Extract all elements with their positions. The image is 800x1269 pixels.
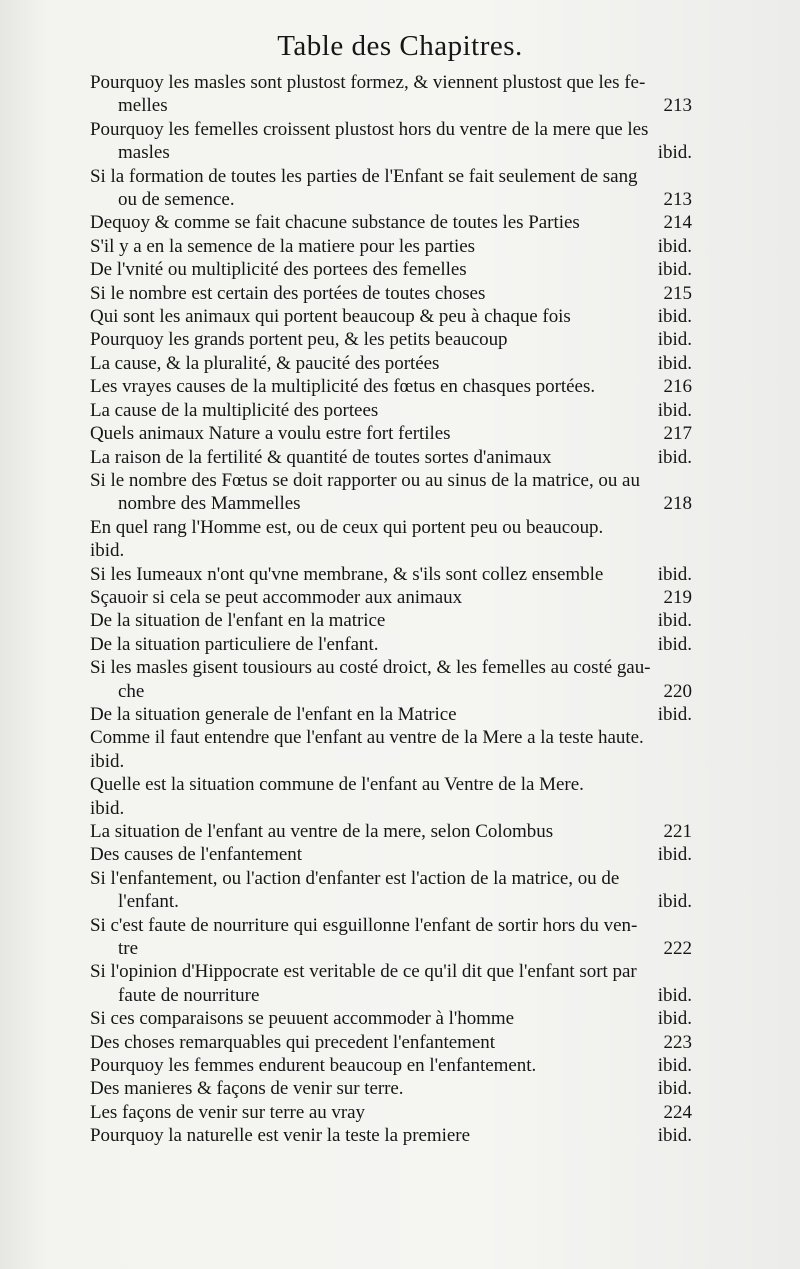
- chapter-entry: [90, 71, 690, 118]
- chapter-entry-page-number: ibid.: [657, 703, 692, 725]
- chapter-entry-page-number: ibid.: [657, 235, 692, 257]
- chapter-entry: [90, 820, 690, 843]
- chapter-entry-title: De la situation particuliere de l'enfant.: [90, 633, 379, 655]
- chapter-entry-title: Si l'opinion d'Hippocrate est veritable de ce qu'il dit que l'enfant sort par: [90, 961, 637, 983]
- chapter-entry-page-number: 213: [663, 189, 692, 211]
- chapter-entry: [90, 422, 690, 445]
- chapter-entry: [90, 211, 690, 234]
- chapter-entry-page-number: ibid.: [657, 306, 692, 328]
- chapter-entry-title: Si les masles gisent tousiours au costé droict, & les femelles au costé gau-: [90, 657, 651, 679]
- chapter-entry-title: S'il y a en la semence de la matiere pour les parties: [90, 235, 475, 257]
- chapter-entry-title: Si l'enfantement, ou l'action d'enfanter est l'action de la matrice, ou de: [90, 867, 620, 889]
- chapter-entry: [90, 375, 690, 398]
- chapter-entry: [90, 656, 690, 703]
- chapter-entry-title: Comme il faut entendre que l'enfant au ventre de la Mere a la teste haute.: [90, 727, 644, 749]
- chapter-entry-page-number: ibid.: [657, 610, 692, 632]
- chapter-entry: [90, 609, 690, 632]
- chapter-entry-page-number: 223: [663, 1031, 692, 1053]
- chapter-entry-title: Des causes de l'enfantement: [90, 844, 302, 866]
- chapter-entry-title: Quels animaux Nature a voulu estre fort fertiles: [90, 423, 451, 445]
- chapter-entry: [90, 516, 690, 563]
- chapter-entry-title: Des manieres & façons de venir sur terre.: [90, 1078, 404, 1100]
- chapter-entry-page-number: ibid.: [657, 1008, 692, 1030]
- chapter-entry: [90, 960, 690, 1007]
- chapter-entry-page-number: 220: [663, 680, 692, 702]
- chapter-entry-title: Quelle est la situation commune de l'enfant au Ventre de la Mere.: [90, 774, 584, 796]
- chapter-entry-page-number: 221: [663, 821, 692, 842]
- chapter-entry-title: Pourquoy les femmes endurent beaucoup en l'enfantement.: [90, 1055, 537, 1077]
- chapter-entry-page-number: ibid.: [657, 984, 692, 1006]
- chapter-entry-continuation: ou de semence.: [118, 189, 235, 211]
- chapter-entry-continuation: che: [118, 680, 145, 702]
- chapter-entry-page-number: ibid.: [657, 633, 692, 655]
- chapter-entry-title: De la situation generale de l'enfant en la Matrice: [90, 703, 457, 725]
- chapter-entry-continuation: nombre des Mammelles: [118, 493, 301, 515]
- chapter-entry-page-number: ibid.: [657, 1125, 692, 1147]
- chapter-entry: [90, 258, 690, 281]
- chapter-entry-page-number: 217: [663, 423, 692, 445]
- chapter-entry-title: Pourquoy les grands portent peu, & les petits beaucoup: [90, 329, 508, 351]
- chapter-entry-title: Les façons de venir sur terre au vray: [90, 1101, 365, 1123]
- chapter-entry-title: Pourquoy la naturelle est venir la teste la premiere: [90, 1125, 470, 1147]
- chapter-entry-page-number: ibid.: [657, 1055, 692, 1077]
- chapter-entry-title: De l'vnité ou multiplicité des portees des femelles: [90, 259, 467, 281]
- chapter-entry-title: La situation de l'enfant au ventre de la mere, selon Colombus: [90, 821, 554, 842]
- chapter-entry-title: Si la formation de toutes les parties de l'Enfant se fait seulement de sang: [90, 165, 638, 187]
- chapter-entry: [90, 726, 690, 773]
- chapter-entry: [90, 352, 690, 375]
- chapter-entry-title: Des choses remarquables qui precedent l'enfantement: [90, 1031, 496, 1053]
- chapter-entry: [90, 399, 690, 422]
- chapter-entry: [90, 1077, 690, 1100]
- chapter-entry-continuation: melles: [118, 95, 168, 117]
- chapter-entry-title: Si les Iumeaux n'ont qu'vne membrane, & s'ils sont collez ensemble: [90, 563, 604, 585]
- chapter-entry-page-number: 215: [663, 282, 692, 304]
- chapter-entry: [90, 118, 690, 165]
- chapter-entry: [90, 1101, 690, 1124]
- chapter-list: [90, 71, 690, 1148]
- chapter-entry: [90, 446, 690, 469]
- chapter-entry-page-number: ibid.: [657, 142, 692, 164]
- chapter-entry-page-number: 218: [663, 493, 692, 515]
- chapter-entry-title: Pourquoy les masles sont plustost formez, & viennent plustost que les fe-: [90, 72, 646, 93]
- chapter-entry-page-number: ibid.: [657, 446, 692, 468]
- chapter-entry: [90, 843, 690, 866]
- chapter-entry: [90, 1124, 690, 1147]
- page-title: Table des Chapitres.: [277, 30, 523, 62]
- chapter-entry-title: Si le nombre des Fœtus se doit rapporter ou au sinus de la matrice, ou au: [90, 469, 640, 491]
- chapter-entry-page-number: ibid.: [657, 1078, 692, 1100]
- chapter-entry-page-number: ibid.: [657, 352, 692, 374]
- chapter-entry-page-number: ibid.: [657, 844, 692, 866]
- chapter-entry-page-number: 214: [663, 212, 692, 234]
- chapter-entry: [90, 867, 690, 914]
- chapter-entry: [90, 1007, 690, 1030]
- chapter-entry-page-reference: ibid.: [90, 750, 125, 772]
- chapter-entry-title: En quel rang l'Homme est, ou de ceux qui portent peu ou beaucoup.: [90, 516, 604, 538]
- chapter-entry-title: Dequoy & comme se fait chacune substance de toutes les Parties: [90, 212, 580, 234]
- chapter-entry: [90, 1054, 690, 1077]
- chapter-entry-page-number: 219: [663, 586, 692, 608]
- chapter-entry-page-number: 222: [663, 938, 692, 960]
- chapter-entry-continuation: masles: [118, 142, 170, 164]
- chapter-entry: [90, 563, 690, 586]
- chapter-entry: [90, 165, 690, 212]
- chapter-entry-continuation: l'enfant.: [118, 891, 179, 913]
- chapter-entry-title: La cause, & la pluralité, & paucité des portées: [90, 352, 440, 374]
- chapter-entry: [90, 1031, 690, 1054]
- chapter-entry: [90, 235, 690, 258]
- chapter-entry-page-number: ibid.: [657, 563, 692, 585]
- chapter-entry-page-number: 224: [663, 1101, 692, 1123]
- chapter-entry: [90, 305, 690, 328]
- chapter-entry-title: La raison de la fertilité & quantité de toutes sortes d'animaux: [90, 446, 552, 468]
- chapter-entry-page-number: ibid.: [657, 329, 692, 351]
- chapter-entry-page-number: ibid.: [657, 891, 692, 913]
- chapter-entry-title: Les vrayes causes de la multiplicité des fœtus en chasques portées.: [90, 376, 596, 398]
- chapter-entry-page-number: ibid.: [657, 259, 692, 281]
- chapter-entry-title: Si c'est faute de nourriture qui esguillonne l'enfant de sortir hors du ven-: [90, 914, 638, 936]
- chapter-entry-title: Sçauoir si cela se peut accommoder aux animaux: [90, 586, 463, 608]
- chapter-entry-title: Qui sont les animaux qui portent beaucoup & peu à chaque fois: [90, 306, 571, 328]
- chapter-entry: [90, 633, 690, 656]
- chapter-entry: [90, 469, 690, 516]
- chapter-entry-continuation: tre: [118, 938, 139, 960]
- chapter-entry-page-reference: ibid.: [90, 540, 125, 562]
- chapter-entry-page-reference: ibid.: [90, 797, 125, 819]
- chapter-entry: [90, 703, 690, 726]
- chapter-entry-title: La cause de la multiplicité des portees: [90, 399, 379, 421]
- chapter-entry: [90, 914, 690, 961]
- chapter-entry-page-number: 213: [663, 95, 692, 117]
- chapter-entry-title: De la situation de l'enfant en la matrice: [90, 610, 386, 632]
- chapter-entry-page-number: ibid.: [657, 399, 692, 421]
- chapter-entry: [90, 328, 690, 351]
- chapter-entry: [90, 773, 690, 820]
- chapter-entry-page-number: 216: [663, 376, 692, 398]
- chapter-entry-title: Si le nombre est certain des portées de toutes choses: [90, 282, 486, 304]
- chapter-entry: [90, 282, 690, 305]
- chapter-entry: [90, 586, 690, 609]
- chapter-entry-title: Pourquoy les femelles croissent plustost hors du ventre de la mere que les: [90, 118, 649, 140]
- chapter-entry-continuation: faute de nourriture: [118, 984, 260, 1006]
- chapter-entry-title: Si ces comparaisons se peuuent accommoder à l'homme: [90, 1008, 515, 1030]
